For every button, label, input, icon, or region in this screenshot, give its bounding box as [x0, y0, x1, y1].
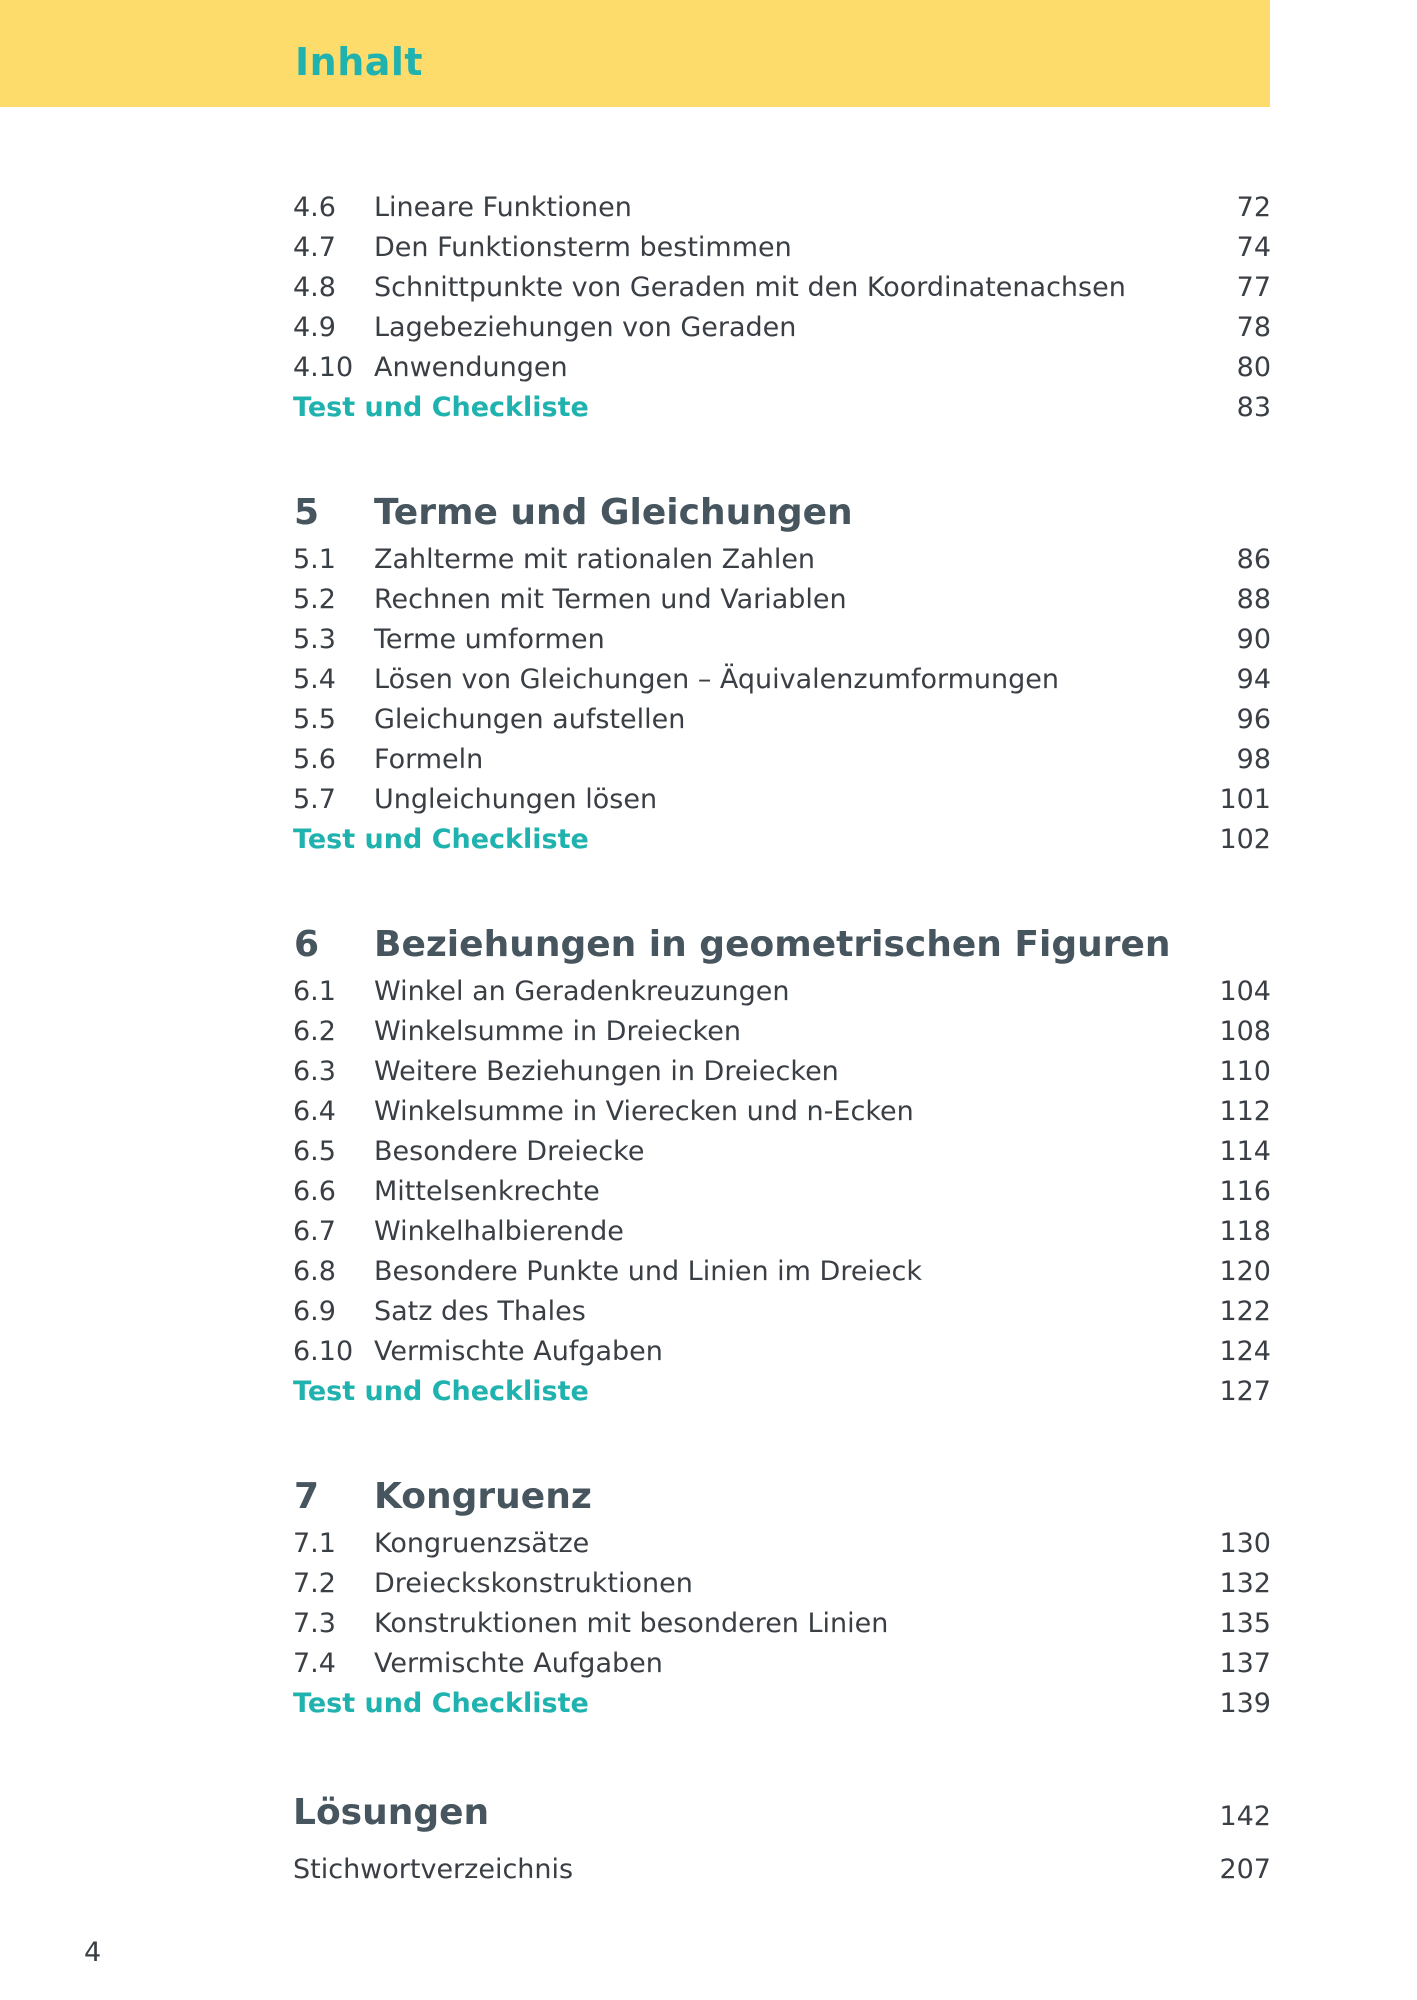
- toc-entry-5-7[interactable]: [293, 780, 1271, 820]
- section-gap: [293, 1724, 1271, 1782]
- toc-entry-title: Dreieckskonstruktionen: [374, 1568, 693, 1599]
- toc-entry-number: 7.1: [293, 1528, 336, 1559]
- toc-entry-6-10[interactable]: [293, 1332, 1271, 1372]
- toc-entry-page: 112: [1219, 1096, 1271, 1127]
- toc-entry-page: 90: [1236, 624, 1271, 655]
- toc-entry-number: 6.9: [293, 1296, 336, 1327]
- toc-entry-7-4[interactable]: [293, 1644, 1271, 1684]
- toc-entry-number: 5.7: [293, 784, 336, 815]
- toc-entry-number: 6.1: [293, 976, 336, 1007]
- chapter-title: Kongruenz: [374, 1476, 592, 1517]
- toc-entry-title: Zahlterme mit rationalen Zahlen: [374, 544, 816, 575]
- toc-entry-title: Konstruktionen mit besonderen Linien: [374, 1608, 889, 1639]
- toc-entry-number: 4.9: [293, 312, 336, 343]
- toc-entry-6-7[interactable]: [293, 1212, 1271, 1252]
- toc-entry-page: 118: [1219, 1216, 1271, 1247]
- toc-entry-4-8[interactable]: [293, 268, 1271, 308]
- chapter-6-heading[interactable]: [293, 918, 1271, 972]
- toc-entry-page: 124: [1219, 1336, 1271, 1367]
- toc-entry-page: 78: [1236, 312, 1271, 343]
- toc-entry-5-6[interactable]: [293, 740, 1271, 780]
- toc-entry-title: Weitere Beziehungen in Dreiecken: [374, 1056, 839, 1087]
- toc-entry-6-5[interactable]: [293, 1132, 1271, 1172]
- toc-entry-6-3[interactable]: [293, 1052, 1271, 1092]
- page-number: 4: [84, 1937, 102, 1968]
- toc-entry-4-9[interactable]: [293, 308, 1271, 348]
- toc-test-checklist-5[interactable]: [293, 820, 1271, 860]
- toc-entry-number: 6.5: [293, 1136, 336, 1167]
- toc-entry-title: Rechnen mit Termen und Variablen: [374, 584, 847, 615]
- solutions-title: Lösungen: [293, 1792, 490, 1833]
- toc-entry-title: Den Funktionsterm bestimmen: [374, 232, 792, 263]
- toc-entry-number: 4.8: [293, 272, 336, 303]
- toc-entry-6-4[interactable]: [293, 1092, 1271, 1132]
- toc-entry-page: 132: [1219, 1568, 1271, 1599]
- toc-entry-number: 4.6: [293, 192, 336, 223]
- toc-entry-page: 120: [1219, 1256, 1271, 1287]
- section-gap: [293, 860, 1271, 918]
- index-title: Stichwortverzeichnis: [293, 1854, 574, 1885]
- toc-entry-page: 94: [1236, 664, 1271, 695]
- toc-entry-number: 5.1: [293, 544, 336, 575]
- toc-test-title: Test und Checkliste: [293, 1688, 589, 1719]
- toc-entry-4-7[interactable]: [293, 228, 1271, 268]
- toc-entry-page: 98: [1236, 744, 1271, 775]
- toc-entry-title: Mittelsenkrechte: [374, 1176, 600, 1207]
- toc-entry-page: 77: [1236, 272, 1271, 303]
- toc-entry-title: Schnittpunkte von Geraden mit den Koordinatenachsen: [374, 272, 1126, 303]
- toc-test-title: Test und Checkliste: [293, 392, 589, 423]
- toc-entry-number: 6.8: [293, 1256, 336, 1287]
- toc-entry-5-1[interactable]: [293, 540, 1271, 580]
- toc-entry-number: 6.7: [293, 1216, 336, 1247]
- toc-test-checklist-7[interactable]: [293, 1684, 1271, 1724]
- toc-entry-number: 6.3: [293, 1056, 336, 1087]
- toc-entry-number: 4.7: [293, 232, 336, 263]
- toc-entry-title: Anwendungen: [374, 352, 568, 383]
- toc-test-checklist-6[interactable]: [293, 1372, 1271, 1412]
- solutions-heading[interactable]: [293, 1782, 1271, 1844]
- chapter-7-heading[interactable]: [293, 1470, 1271, 1524]
- toc-entry-title: Besondere Punkte und Linien im Dreieck: [374, 1256, 923, 1287]
- toc-entry-6-8[interactable]: [293, 1252, 1271, 1292]
- toc-entry-number: 7.2: [293, 1568, 336, 1599]
- chapter-number: 7: [294, 1476, 320, 1517]
- toc-entry-page: 135: [1219, 1608, 1271, 1639]
- toc-entry-title: Gleichungen aufstellen: [374, 704, 686, 735]
- toc-entry-5-5[interactable]: [293, 700, 1271, 740]
- table-of-contents: [293, 188, 1271, 1892]
- toc-entry-title: Winkelhalbierende: [374, 1216, 624, 1247]
- toc-entry-page: 127: [1219, 1376, 1271, 1407]
- toc-entry-number: 5.2: [293, 584, 336, 615]
- chapter-number: 6: [294, 924, 320, 965]
- toc-entry-5-3[interactable]: [293, 620, 1271, 660]
- toc-entry-page: 142: [1219, 1801, 1271, 1832]
- toc-entry-7-2[interactable]: [293, 1564, 1271, 1604]
- toc-entry-page: 102: [1219, 824, 1271, 855]
- toc-entry-page: 122: [1219, 1296, 1271, 1327]
- toc-entry-page: 104: [1219, 976, 1271, 1007]
- toc-entry-7-1[interactable]: [293, 1524, 1271, 1564]
- toc-entry-5-2[interactable]: [293, 580, 1271, 620]
- toc-entry-title: Ungleichungen lösen: [374, 784, 658, 815]
- toc-entry-page: 86: [1236, 544, 1271, 575]
- toc-entry-title: Winkel an Geradenkreuzungen: [374, 976, 790, 1007]
- toc-entry-title: Formeln: [374, 744, 484, 775]
- toc-entry-page: 80: [1236, 352, 1271, 383]
- toc-entry-title: Lösen von Gleichungen – Äquivalenzumformungen: [374, 664, 1060, 695]
- toc-entry-number: 6.10: [293, 1336, 354, 1367]
- toc-entry-6-1[interactable]: [293, 972, 1271, 1012]
- toc-entry-title: Lagebeziehungen von Geraden: [374, 312, 797, 343]
- toc-entry-number: 5.3: [293, 624, 336, 655]
- toc-entry-number: 5.5: [293, 704, 336, 735]
- toc-entry-number: 6.6: [293, 1176, 336, 1207]
- section-gap: [293, 1412, 1271, 1470]
- toc-entry-title: Lineare Funktionen: [374, 192, 632, 223]
- toc-entry-title: Winkelsumme in Vierecken und n-Ecken: [374, 1096, 914, 1127]
- toc-entry-6-2[interactable]: [293, 1012, 1271, 1052]
- toc-entry-page: 83: [1236, 392, 1271, 423]
- toc-entry-page: 139: [1219, 1688, 1271, 1719]
- section-gap: [293, 428, 1271, 486]
- toc-test-title: Test und Checkliste: [293, 824, 589, 855]
- toc-entry-number: 7.4: [293, 1648, 336, 1679]
- toc-entry-page: 108: [1219, 1016, 1271, 1047]
- toc-entry-title: Satz des Thales: [374, 1296, 586, 1327]
- toc-entry-page: 88: [1236, 584, 1271, 615]
- toc-entry-number: 5.6: [293, 744, 336, 775]
- header-band: [0, 0, 1270, 107]
- toc-entry-6-6[interactable]: [293, 1172, 1271, 1212]
- toc-entry-title: Vermischte Aufgaben: [374, 1648, 663, 1679]
- chapter-number: 5: [294, 492, 320, 533]
- toc-entry-number: 6.2: [293, 1016, 336, 1047]
- toc-entry-title: Winkelsumme in Dreiecken: [374, 1016, 741, 1047]
- toc-test-title: Test und Checkliste: [293, 1376, 589, 1407]
- toc-entry-title: Besondere Dreiecke: [374, 1136, 645, 1167]
- page-title: Inhalt: [295, 40, 424, 84]
- toc-entry-page: 130: [1219, 1528, 1271, 1559]
- chapter-5-heading[interactable]: [293, 486, 1271, 540]
- toc-entry-page: 96: [1236, 704, 1271, 735]
- toc-entry-5-4[interactable]: [293, 660, 1271, 700]
- toc-entry-page: 116: [1219, 1176, 1271, 1207]
- toc-entry-7-3[interactable]: [293, 1604, 1271, 1644]
- toc-entry-4-10[interactable]: [293, 348, 1271, 388]
- toc-entry-4-6[interactable]: [293, 188, 1271, 228]
- toc-test-checklist-4[interactable]: [293, 388, 1271, 428]
- toc-entry-number: 5.4: [293, 664, 336, 695]
- toc-entry-page: 207: [1219, 1854, 1271, 1885]
- toc-entry-number: 6.4: [293, 1096, 336, 1127]
- toc-entry-page: 74: [1236, 232, 1271, 263]
- toc-entry-title: Terme umformen: [374, 624, 605, 655]
- chapter-title: Terme und Gleichungen: [374, 492, 853, 533]
- toc-entry-6-9[interactable]: [293, 1292, 1271, 1332]
- toc-entry-page: 101: [1219, 784, 1271, 815]
- toc-entry-number: 4.10: [293, 352, 354, 383]
- toc-entry-title: Kongruenzsätze: [374, 1528, 590, 1559]
- toc-entry-page: 137: [1219, 1648, 1271, 1679]
- index-entry[interactable]: [293, 1848, 1271, 1892]
- toc-entry-number: 7.3: [293, 1608, 336, 1639]
- toc-entry-page: 110: [1219, 1056, 1271, 1087]
- chapter-title: Beziehungen in geometrischen Figuren: [374, 924, 1171, 965]
- toc-entry-title: Vermischte Aufgaben: [374, 1336, 663, 1367]
- toc-entry-page: 114: [1219, 1136, 1271, 1167]
- toc-entry-page: 72: [1236, 192, 1271, 223]
